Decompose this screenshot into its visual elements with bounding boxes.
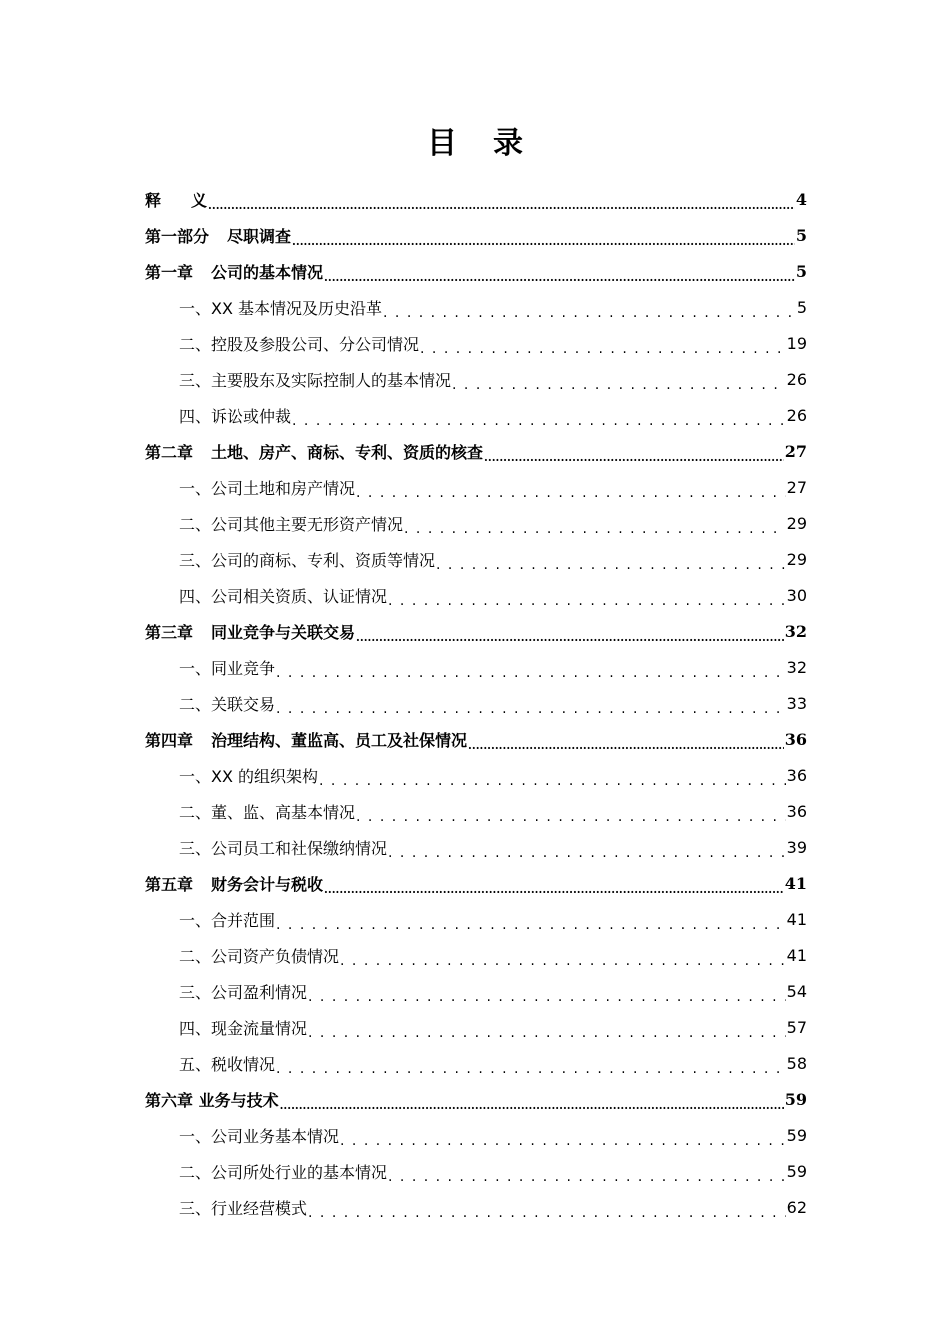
toc-entry-label (179, 368, 451, 391)
page-title-char-2: 录 (493, 126, 559, 161)
toc-label-part: 义 (191, 190, 208, 210)
toc-page-number: 58 (786, 1053, 807, 1073)
toc-chapter-entry[interactable] (145, 217, 807, 253)
toc-section-entry[interactable] (145, 757, 807, 793)
toc-dot-leader (388, 1166, 786, 1185)
toc-entry-label (179, 1016, 307, 1039)
toc-entry-label (179, 584, 387, 607)
toc-section-entry[interactable] (145, 829, 807, 865)
toc-page-number: 19 (786, 333, 807, 353)
toc-page-number: 32 (784, 621, 807, 641)
toc-entry-label (179, 404, 291, 427)
toc-entry-label (145, 224, 291, 247)
toc-label-part: 第六章 业务与技术 (145, 1090, 279, 1110)
toc-entry-label (145, 1088, 279, 1111)
toc-entry-label (145, 872, 323, 895)
toc-dot-leader (319, 770, 786, 789)
page-title (0, 124, 950, 164)
toc-dot-leader (280, 1094, 784, 1113)
toc-label-part: 公司的基本情况 (211, 262, 324, 282)
toc-section-entry[interactable] (145, 325, 807, 361)
toc-entry-label (179, 512, 403, 535)
toc-entry-label (179, 656, 275, 679)
toc-dot-leader (324, 266, 795, 285)
toc-entry-label (179, 296, 382, 319)
toc-chapter-entry[interactable] (145, 181, 807, 217)
toc-dot-leader (388, 842, 786, 861)
toc-label-part: 一、公司业务基本情况 (179, 1126, 340, 1146)
toc-label-part: 一、同业竞争 (179, 658, 276, 678)
toc-page-number: 27 (784, 441, 807, 461)
toc-label-part: 财务会计与税收 (211, 874, 324, 894)
toc-dot-leader (292, 410, 786, 429)
toc-label-part: 四、现金流量情况 (179, 1018, 308, 1038)
toc-page-number: 57 (786, 1017, 807, 1037)
toc-page-number: 41 (786, 909, 807, 929)
toc-page-number: 4 (795, 189, 807, 209)
toc-entry-label (145, 440, 483, 463)
toc-label-part: 尽职调查 (227, 226, 292, 246)
toc-dot-leader (208, 194, 795, 213)
toc-page-number: 59 (786, 1161, 807, 1181)
toc-page-number: 36 (784, 729, 807, 749)
toc-entry-label (179, 1052, 275, 1075)
toc-label-part: 同业竞争与关联交易 (211, 622, 356, 642)
toc-page-number: 30 (786, 585, 807, 605)
toc-section-entry[interactable] (145, 541, 807, 577)
toc-dot-leader (356, 626, 784, 645)
toc-dot-leader (324, 878, 784, 897)
toc-dot-leader (356, 482, 786, 501)
toc-entry-label (179, 944, 339, 967)
toc-section-entry[interactable] (145, 973, 807, 1009)
toc-entry-label (179, 908, 275, 931)
toc-label-part: 二、控股及参股公司、分公司情况 (179, 334, 420, 354)
table-of-contents (145, 181, 807, 1225)
toc-dot-leader (388, 590, 786, 609)
toc-section-entry[interactable] (145, 505, 807, 541)
toc-page-number: 26 (786, 405, 807, 425)
toc-label-part: 第四章 (145, 730, 194, 750)
toc-entry-label (145, 260, 323, 283)
toc-chapter-entry[interactable] (145, 613, 807, 649)
toc-label-part: 三、公司员工和社保缴纳情况 (179, 838, 388, 858)
toc-page-number: 36 (786, 765, 807, 785)
toc-label-part: 三、公司的商标、专利、资质等情况 (179, 550, 436, 570)
toc-label-part: 一、公司土地和房产情况 (179, 478, 356, 498)
toc-entry-label (179, 548, 435, 571)
toc-page-number: 27 (786, 477, 807, 497)
toc-page-number: 5 (795, 225, 807, 245)
toc-section-entry[interactable] (145, 685, 807, 721)
toc-page-number: 26 (786, 369, 807, 389)
toc-entry-label (179, 1160, 387, 1183)
toc-dot-leader (484, 446, 784, 465)
toc-entry-label (145, 728, 467, 751)
toc-entry-label (179, 476, 355, 499)
toc-page-number: 59 (784, 1089, 807, 1109)
toc-entry-label (179, 980, 307, 1003)
toc-dot-leader (452, 374, 786, 393)
toc-label-part: 二、公司资产负债情况 (179, 946, 340, 966)
toc-dot-leader (308, 1202, 786, 1221)
toc-dot-leader (356, 806, 786, 825)
toc-page-number: 5 (796, 297, 807, 317)
toc-section-entry[interactable] (145, 577, 807, 613)
page-title-char-1: 目 (427, 126, 493, 161)
toc-entry-label (179, 764, 318, 787)
toc-entry-label (145, 620, 355, 643)
toc-dot-leader (276, 662, 786, 681)
toc-dot-leader (383, 302, 796, 321)
toc-entry-label (179, 800, 355, 823)
toc-dot-leader (340, 950, 786, 969)
toc-dot-leader (420, 338, 786, 357)
toc-dot-leader (308, 986, 786, 1005)
toc-dot-leader (468, 734, 784, 753)
toc-chapter-entry[interactable] (145, 721, 807, 757)
toc-section-entry[interactable] (145, 1153, 807, 1189)
toc-dot-leader (340, 1130, 786, 1149)
toc-dot-leader (436, 554, 786, 573)
toc-page-number: 33 (786, 693, 807, 713)
toc-dot-leader (292, 230, 795, 249)
toc-entry-label (179, 692, 275, 715)
toc-page-number: 29 (786, 549, 807, 569)
toc-page-number: 62 (786, 1197, 807, 1217)
toc-section-entry[interactable] (145, 901, 807, 937)
toc-section-entry[interactable] (145, 793, 807, 829)
toc-entry-label (179, 1196, 307, 1219)
toc-label-part: 三、行业经营模式 (179, 1198, 308, 1218)
toc-label-part: 治理结构、董监高、员工及社保情况 (211, 730, 468, 750)
toc-section-entry[interactable] (145, 937, 807, 973)
toc-chapter-entry[interactable] (145, 865, 807, 901)
toc-section-entry[interactable] (145, 361, 807, 397)
toc-label-part: 四、诉讼或仲裁 (179, 406, 292, 426)
toc-chapter-entry[interactable] (145, 1081, 807, 1117)
toc-entry-label (145, 188, 207, 211)
toc-section-entry[interactable] (145, 649, 807, 685)
toc-label-part: 一、合并范围 (179, 910, 276, 930)
toc-section-entry[interactable] (145, 1189, 807, 1225)
toc-label-part: 二、公司所处行业的基本情况 (179, 1162, 388, 1182)
toc-page-number: 29 (786, 513, 807, 533)
toc-label-part: 第一部分 (145, 226, 210, 246)
toc-entry-label (179, 836, 387, 859)
toc-page-number: 36 (786, 801, 807, 821)
toc-label-part: 第五章 (145, 874, 194, 894)
toc-page-number: 59 (786, 1125, 807, 1145)
toc-section-entry[interactable] (145, 1009, 807, 1045)
toc-dot-leader (404, 518, 786, 537)
toc-label-part: 五、税收情况 (179, 1054, 276, 1074)
toc-dot-leader (308, 1022, 786, 1041)
toc-label-part: 第二章 (145, 442, 194, 462)
toc-page-number: 41 (784, 873, 807, 893)
toc-page-number: 39 (786, 837, 807, 857)
toc-label-part: 一、XX 基本情况及历史沿革 (179, 298, 383, 318)
toc-page-number: 32 (786, 657, 807, 677)
toc-page-number: 54 (786, 981, 807, 1001)
toc-section-entry[interactable] (145, 1045, 807, 1081)
toc-section-entry[interactable] (145, 397, 807, 433)
toc-dot-leader (276, 698, 786, 717)
toc-section-entry[interactable] (145, 289, 807, 325)
toc-label-part: 二、董、监、高基本情况 (179, 802, 356, 822)
toc-dot-leader (276, 1058, 786, 1077)
toc-section-entry[interactable] (145, 1117, 807, 1153)
toc-section-entry[interactable] (145, 469, 807, 505)
toc-label-part: 二、关联交易 (179, 694, 276, 714)
toc-label-part: 二、公司其他主要无形资产情况 (179, 514, 404, 534)
toc-label-part: 土地、房产、商标、专利、资质的核查 (211, 442, 484, 462)
toc-label-part: 第一章 (145, 262, 194, 282)
toc-label-part: 三、主要股东及实际控制人的基本情况 (179, 370, 452, 390)
toc-label-part: 一、XX 的组织架构 (179, 766, 319, 786)
toc-label-part: 三、公司盈利情况 (179, 982, 308, 1002)
toc-page-number: 5 (795, 261, 807, 281)
toc-dot-leader (276, 914, 786, 933)
toc-chapter-entry[interactable] (145, 433, 807, 469)
toc-label-part: 释 (145, 190, 162, 210)
toc-label-part: 四、公司相关资质、认证情况 (179, 586, 388, 606)
toc-page-number: 41 (786, 945, 807, 965)
toc-chapter-entry[interactable] (145, 253, 807, 289)
toc-label-part: 第三章 (145, 622, 194, 642)
toc-entry-label (179, 332, 419, 355)
toc-entry-label (179, 1124, 339, 1147)
